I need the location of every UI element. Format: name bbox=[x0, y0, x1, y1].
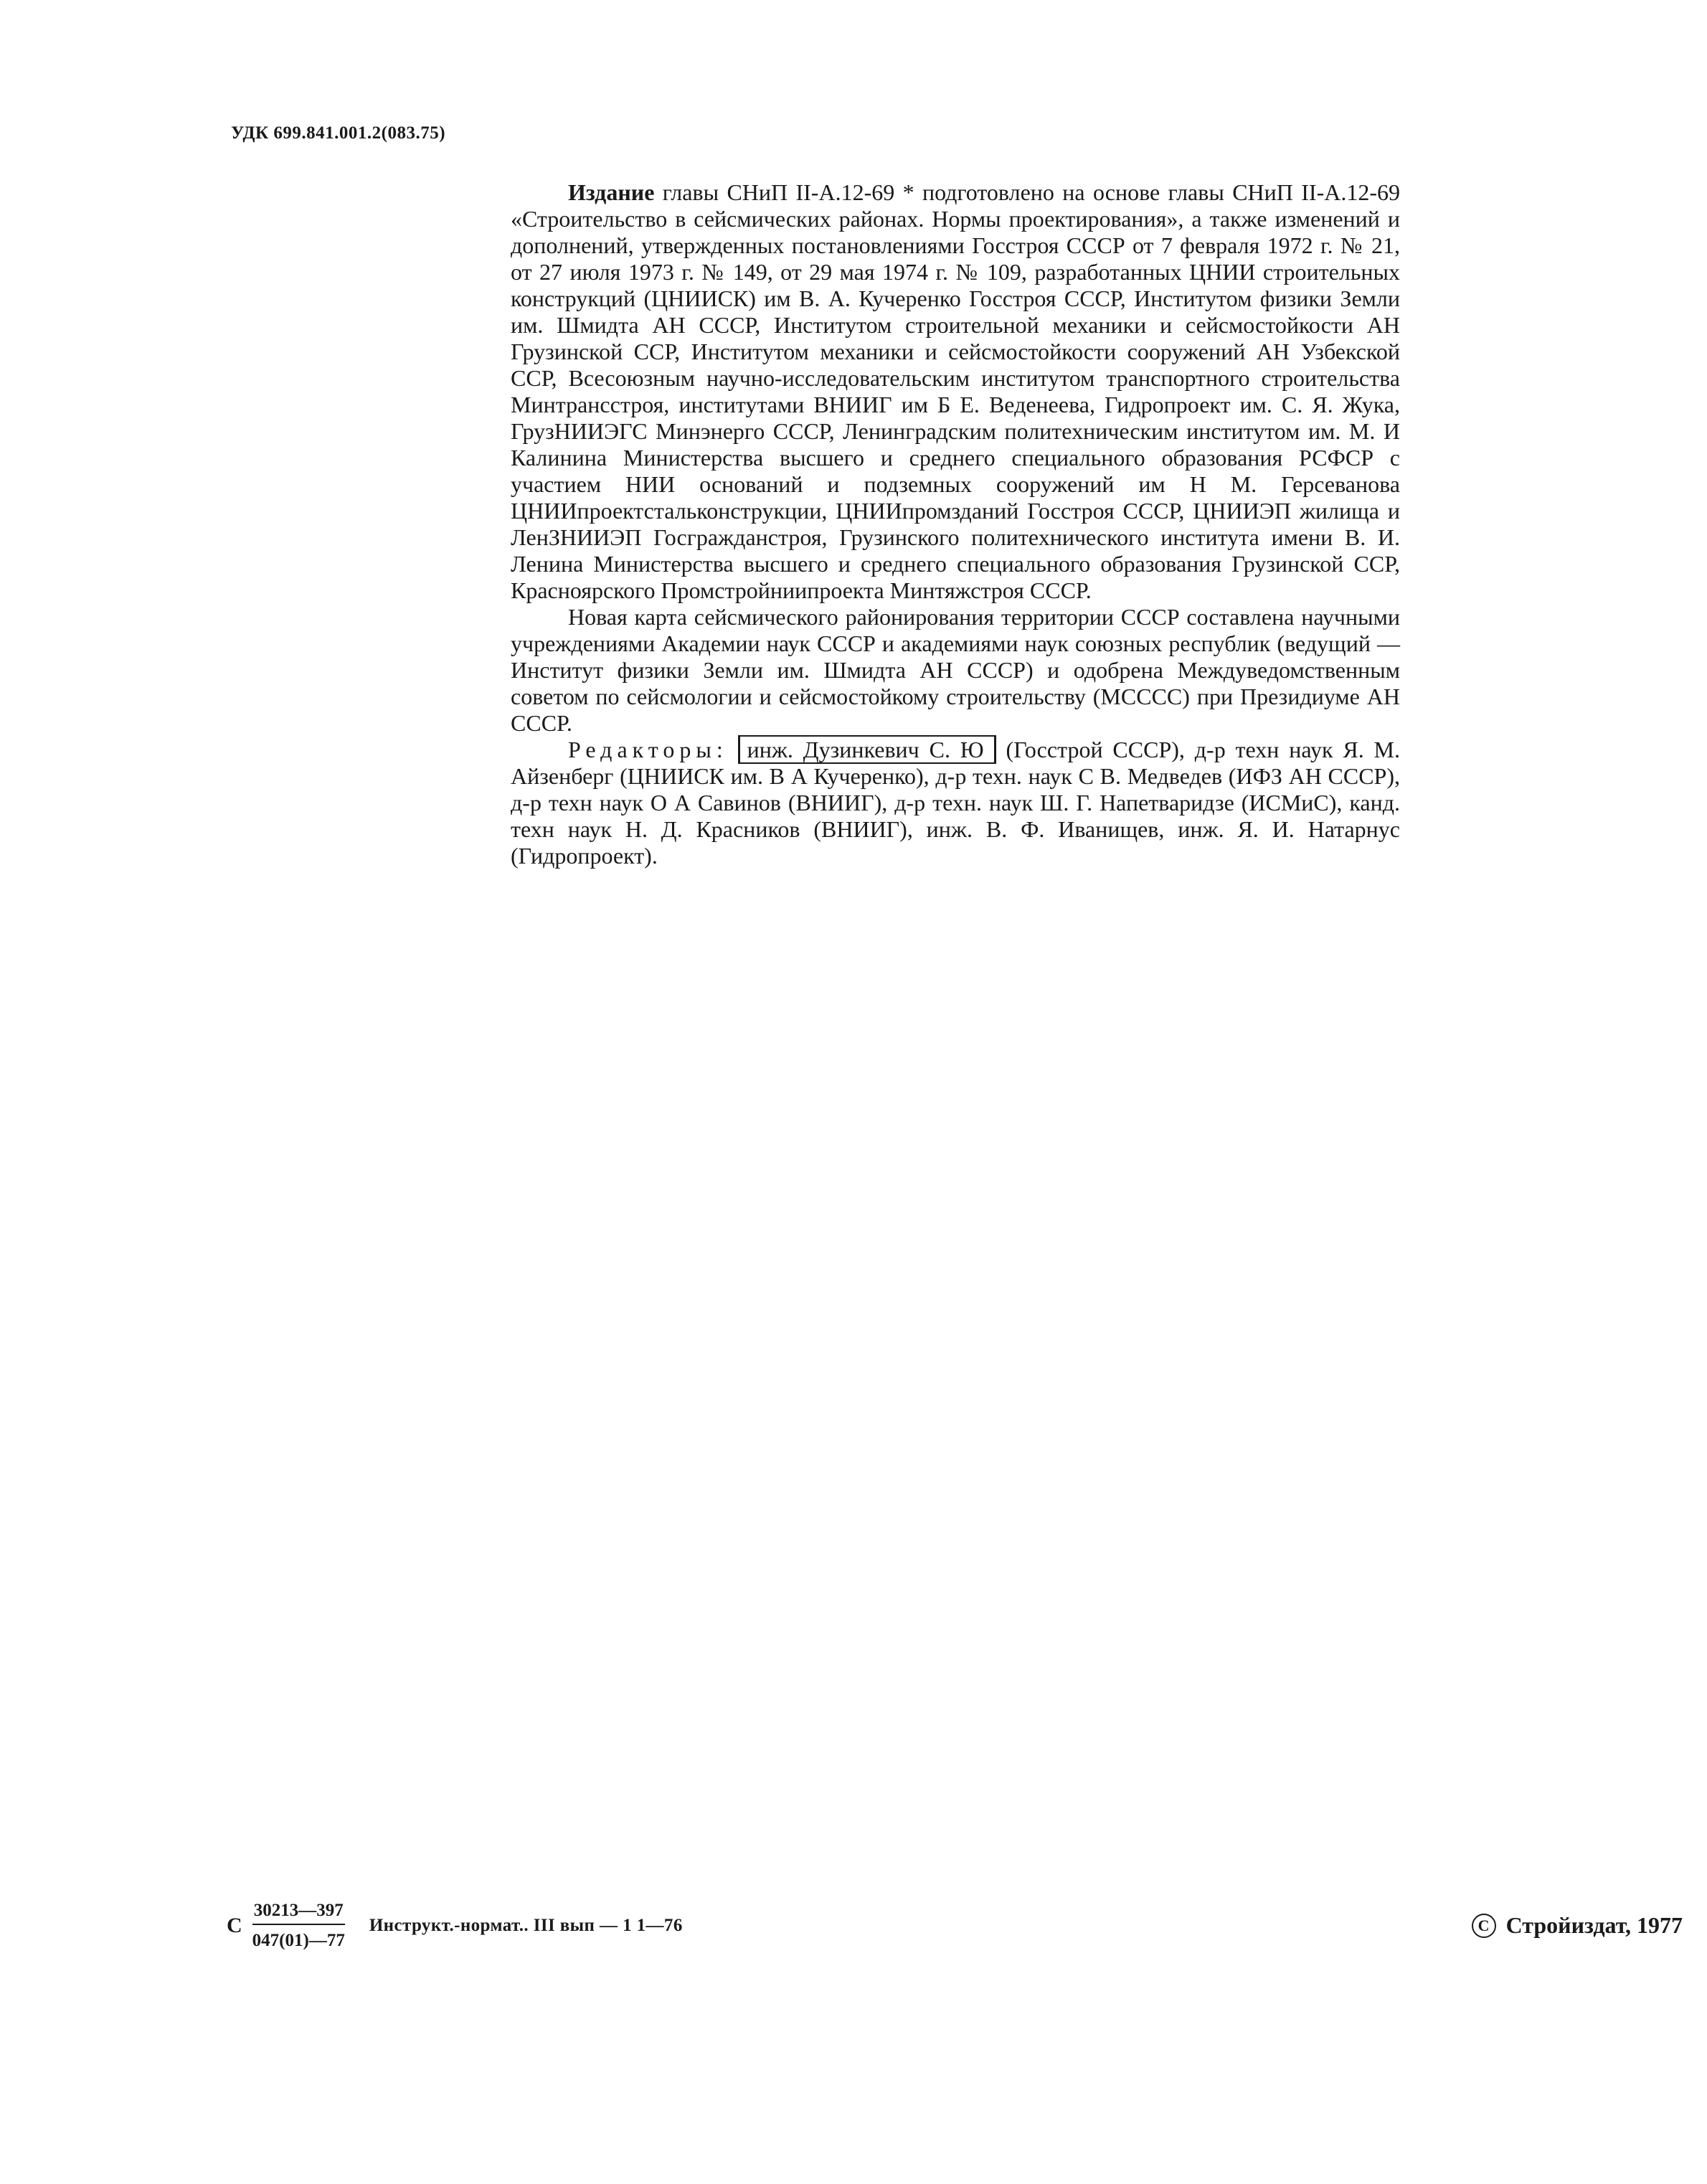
catalog-note: Инструкт.-нормат.. III вып — 1 1—76 bbox=[369, 1916, 683, 1935]
catalog-denominator: 047(01)—77 bbox=[252, 1931, 345, 1950]
udk-code: УДК 699.841.001.2(083.75) bbox=[231, 123, 446, 143]
map-paragraph: Новая карта сейсмического районирования территории СССР составлена научными учреждениями Академии наук СССР и академиями наук союзных республик (ведущий — Институт физики Земли им. Шмидта АН СССР) и одобрена Междуведомственным советом по сейсмологии и сейсмостойкому строительству (МСССС) при Президиуме АН СССР. bbox=[511, 604, 1400, 736]
boxed-editor-name: инж. Дузинкевич С. Ю bbox=[738, 735, 996, 764]
editors-paragraph bbox=[511, 737, 1400, 869]
intro-text: главы СНиП II-А.12-69 * подготовлено на основе главы СНиП II-А.12-69 «Строительство в сейсмических районах. Нормы проектирования», а также изменений и дополнений, утвержденных постановлениями Госстроя СССР от 7 февраля 1972 г. № 21, от 27 июля 1973 г. № 149, от 29 мая 1974 г. № 109, разработанных ЦНИИ строительных конструкций (ЦНИИСК) им В. А. Кучеренко Госстроя СССР, Институтом физики Земли им. Шмидта АН СССР, Институтом строительной механики и сейсмостойкости АН Грузинской ССР, Институтом механики и сейсмостойкости сооружений АН Узбекской ССР, Всесоюзным научно-исследовательским институтом транспортного строительства Минтрансстроя, институтами ВНИИГ им Б Е. Веденеева, Гидропроект им. С. Я. Жука, ГрузНИИЭГС Минэнерго СССР, Ленинградским политехническим институтом им. М. И Калинина Министерства высшего и среднего специального образования РСФСР с участием НИИ оснований и подземных сооружений им Н М. Герсеванова ЦНИИпроектстальконструкции, ЦНИИпромзданий Госстроя СССР, ЦНИИЭП жилища и ЛенЗНИИЭП Госгражданстроя, Грузинского политехнического института имени В. И. Ленина Министерства высшего и среднего специального образования Грузинской ССР, Красноярского Промстройниипроекта Минтяжстроя СССР. bbox=[511, 179, 1400, 603]
catalog-index bbox=[227, 1901, 683, 1951]
catalog-numerator: 30213—397 bbox=[252, 1901, 345, 1925]
copyright-icon: C bbox=[1472, 1914, 1496, 1938]
catalog-fraction bbox=[252, 1901, 345, 1951]
catalog-letter: С bbox=[227, 1914, 242, 1937]
editors-text: (Госстрой СССР), д-р техн наук Я. М. Айзенберг (ЦНИИСК им. В А Кучеренко), д-р техн. наук С В. Медведев (ИФЗ АН СССР), д-р техн наук О А Савинов (ВНИИГ), д-р техн. наук Ш. Г. Напетваридзе (ИСМиС), канд. техн наук Н. Д. Красников (ВНИИГ), инж. В. Ф. Иванищев, инж. Я. И. Натарнус (Гидропроект). bbox=[511, 737, 1400, 869]
main-text bbox=[511, 179, 1400, 869]
copyright bbox=[1472, 1912, 1683, 1939]
footer bbox=[227, 1901, 1683, 1980]
copyright-text: Стройиздат, 1977 bbox=[1505, 1912, 1683, 1938]
intro-lead-word: Издание bbox=[568, 179, 655, 205]
editors-label: Редакторы: bbox=[568, 737, 728, 762]
intro-paragraph bbox=[511, 179, 1400, 604]
